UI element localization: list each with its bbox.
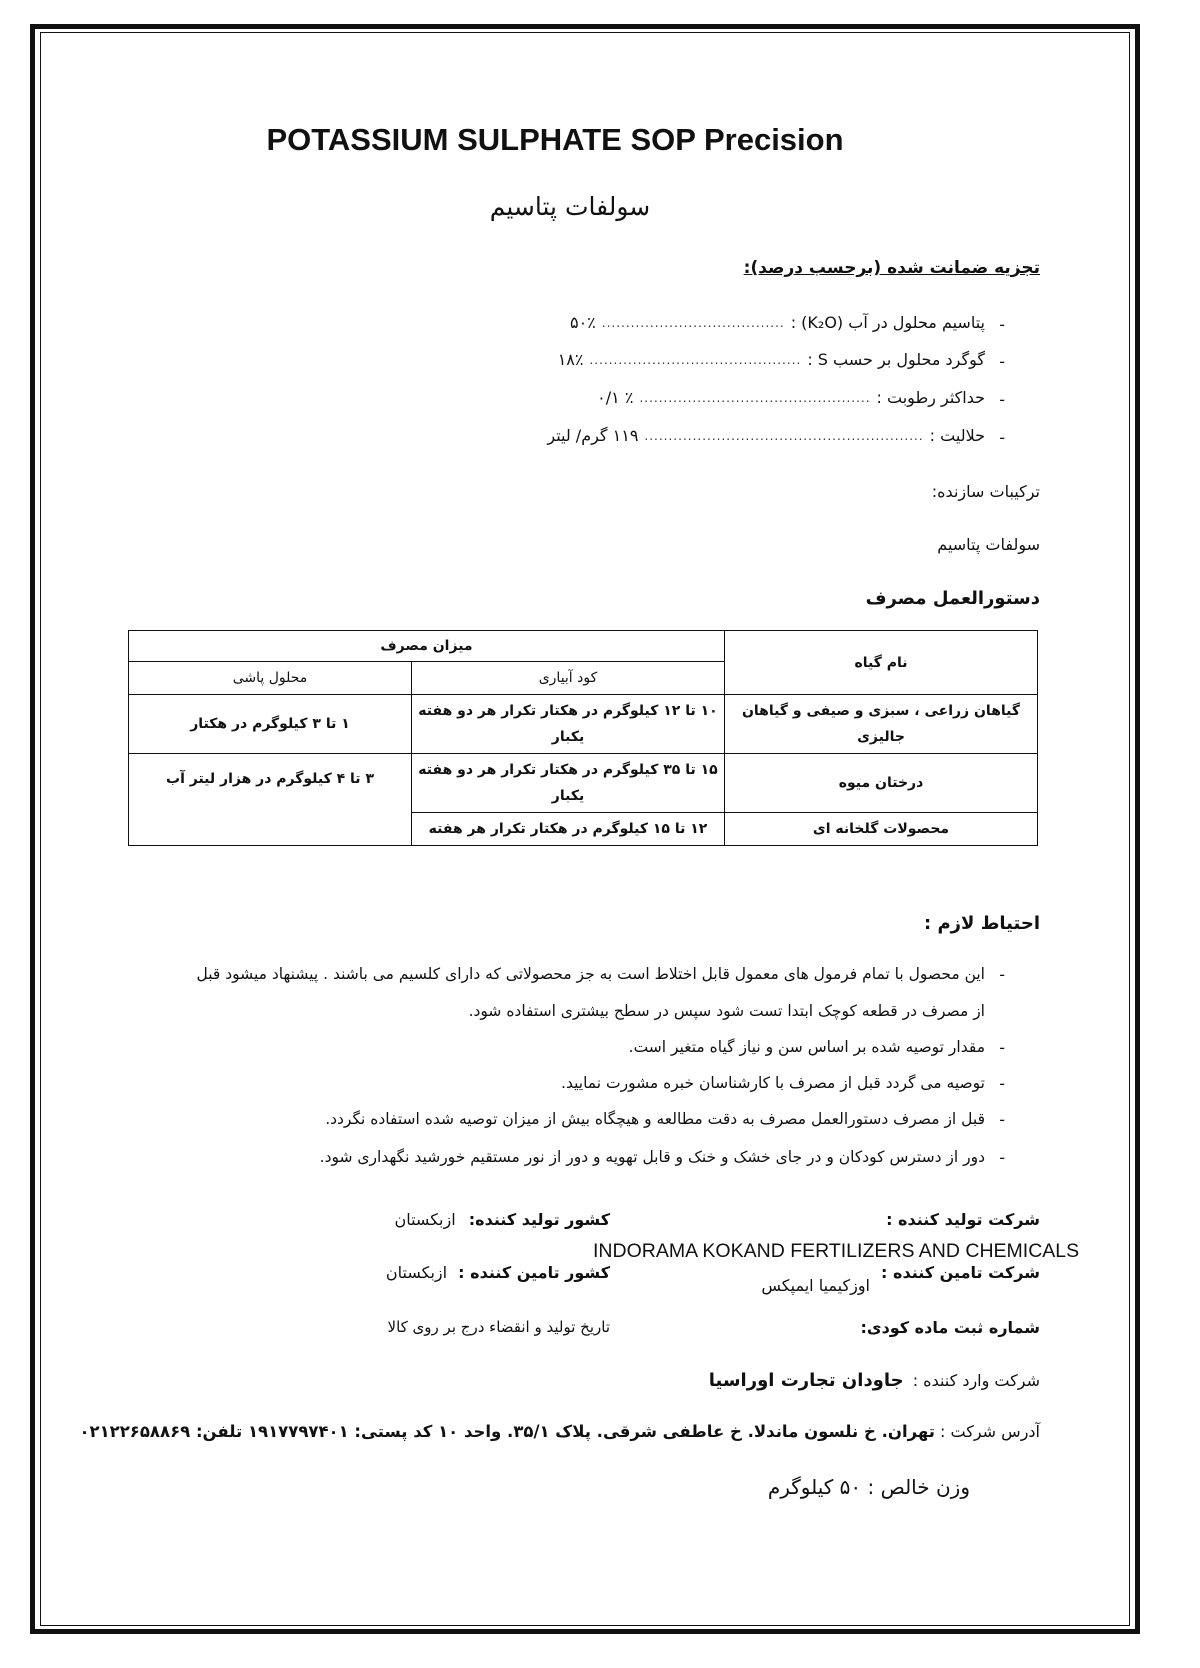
- producer-country-label: کشور تولید کننده:: [468, 1210, 610, 1229]
- leader-dots: ......................................: [601, 315, 785, 330]
- supplier-country: [386, 1263, 610, 1282]
- company-address: [79, 1422, 1040, 1441]
- spec-label: حداکثر رطوبت :: [876, 388, 985, 407]
- registration-label: شماره ثبت ماده کودی:: [860, 1318, 1040, 1337]
- spec-label: حلالیت :: [929, 426, 985, 445]
- supplier-company-value: اوزکیمیا ایمپکس: [761, 1276, 870, 1295]
- header-plant: نام گیاه: [725, 631, 1038, 695]
- precaution-item: قبل از مصرف دستورالعمل مصرف به دقت مطالعه و هیچگاه بیش از میزان توصیه شده استفاده نگردد.: [325, 1110, 985, 1128]
- bullet-dash: -: [999, 965, 1005, 984]
- spec-row: [597, 388, 985, 407]
- supplier-company-label: شرکت تامین کننده :: [881, 1263, 1040, 1282]
- ingredients-heading: ترکیبات سازنده:: [931, 482, 1040, 501]
- precaution-item: دور از دسترس کودکان و در جای خشک و خنک و قابل تهویه و دور از نور مستقیم خورشید نگهداری شود.: [319, 1148, 985, 1166]
- spec-row: [547, 426, 985, 445]
- spec-value: ۱۸٪: [557, 350, 584, 369]
- header-spray: محلول پاشی: [129, 662, 412, 695]
- table-row: [129, 695, 1038, 754]
- spec-row: [570, 313, 985, 332]
- ingredients-value: سولفات پتاسیم: [937, 535, 1040, 554]
- net-weight: وزن خالص : ۵۰ کیلوگرم: [767, 1475, 970, 1499]
- leader-dots: ................................................: [639, 390, 871, 405]
- table-header-row: [129, 631, 1038, 662]
- cell-spray: ۱ تا ۳ کیلوگرم در هکتار: [129, 695, 412, 754]
- cell-plant: گیاهان زراعی ، سبزی و صیفی و گیاهان جالیزی: [725, 695, 1038, 754]
- product-title-fa: سولفات پتاسیم: [489, 192, 651, 221]
- spec-row: [558, 350, 985, 369]
- guarantee-heading: تجزیه ضمانت شده (برحسب درصد):: [743, 258, 1040, 278]
- importer: [709, 1370, 1040, 1391]
- bullet-dash: -: [999, 1038, 1005, 1057]
- spec-value: ٪ ۰/۱: [597, 388, 634, 407]
- cell-fertigation: ۱۲ تا ۱۵ کیلوگرم در هکتار تکرار هر هفته: [412, 813, 725, 846]
- producer-country-value: ازبکستان: [394, 1210, 456, 1229]
- spec-label: پتاسیم محلول در آب (K₂O) :: [790, 313, 985, 332]
- leader-dots: ..........................................................: [644, 428, 924, 443]
- bullet-dash: -: [999, 1110, 1005, 1129]
- bullet-dash: -: [999, 352, 1005, 371]
- product-title-en: POTASSIUM SULPHATE SOP Precision: [266, 122, 844, 157]
- bullet-dash: -: [999, 1148, 1005, 1167]
- precaution-item: این محصول با تمام فرمول های معمول قابل اختلاط است به جز محصولاتی که دارای کلسیم می باشند . پیشنهاد میشود قبل: [196, 965, 985, 983]
- precaution-item: توصیه می گردد قبل از مصرف با کارشناسان خبره مشورت نمایید.: [561, 1074, 985, 1092]
- usage-table: [128, 630, 1038, 846]
- dates-note: تاریخ تولید و انقضاء درج بر روی کالا: [387, 1318, 610, 1336]
- supplier-country-label: کشور تامین کننده :: [458, 1263, 610, 1282]
- leader-dots: ............................................: [589, 352, 802, 367]
- cell-spray: ۳ تا ۴ کیلوگرم در هزار لیتر آب: [129, 754, 412, 846]
- header-fertigation: کود آبیاری: [412, 662, 725, 695]
- cell-plant: درختان میوه: [725, 754, 1038, 813]
- bullet-dash: -: [999, 428, 1005, 447]
- cell-fertigation: ۱۰ تا ۱۲ کیلوگرم در هکتار تکرار هر دو هفته یکبار: [412, 695, 725, 754]
- spec-label: گوگرد محلول بر حسب S :: [807, 350, 985, 369]
- bullet-dash: -: [999, 315, 1005, 334]
- producer-country: [394, 1210, 610, 1229]
- supplier-country-value: ازبکستان: [385, 1263, 448, 1282]
- producer-company-value: INDORAMA KOKAND FERTILIZERS AND CHEMICALS: [593, 1240, 1080, 1262]
- header-rate: میزان مصرف: [129, 631, 725, 662]
- cell-plant: محصولات گلخانه ای: [725, 813, 1038, 846]
- importer-label: شرکت وارد کننده :: [912, 1371, 1040, 1390]
- bullet-dash: -: [999, 390, 1005, 409]
- precautions-heading: احتیاط لازم :: [924, 913, 1040, 934]
- address-value: تهران. خ نلسون ماندلا. خ عاطفی شرقی. پلاک ۳۵/۱. واحد ۱۰ کد پستی: ۱۹۱۷۷۹۷۴۰۱ تلفن: ۰۲۱۲۲۶۵۸۸۶۹: [79, 1422, 935, 1441]
- spec-value: ۵۰٪: [569, 313, 596, 332]
- producer-company-label: شرکت تولید کننده :: [886, 1210, 1040, 1229]
- table-row: [129, 754, 1038, 813]
- cell-fertigation: ۱۵ تا ۳۵ کیلوگرم در هکتار تکرار هر دو هفته یکبار: [412, 754, 725, 813]
- importer-value: جاودان تجارت اوراسیا: [708, 1370, 904, 1391]
- spec-value: ۱۱۹ گرم/ لیتر: [547, 426, 639, 445]
- bullet-dash: -: [999, 1074, 1005, 1093]
- precaution-item: مقدار توصیه شده بر اساس سن و نیاز گیاه متغیر است.: [628, 1038, 985, 1056]
- instructions-heading: دستورالعمل مصرف: [865, 588, 1040, 609]
- address-label: آدرس شرکت :: [940, 1422, 1040, 1441]
- precaution-item: از مصرف در قطعه کوچک ابتدا تست شود سپس در سطح بیشتری استفاده شود.: [468, 1002, 985, 1020]
